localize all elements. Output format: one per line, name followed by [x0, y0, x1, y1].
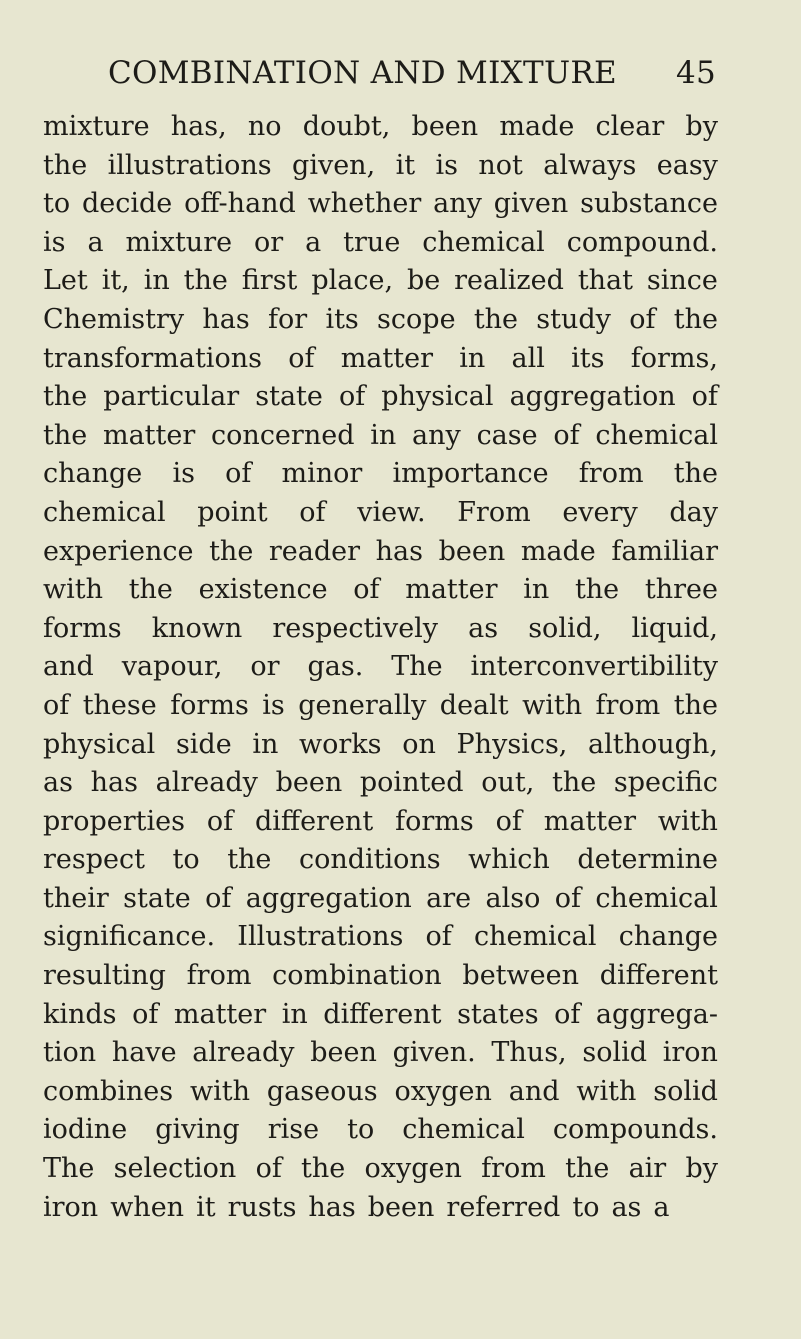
text-word: a [87, 226, 104, 258]
text-word: gaseous [266, 1075, 378, 1107]
text-word: Illustrations [237, 921, 404, 953]
text-word: of [132, 998, 159, 1030]
text-word: from [578, 458, 644, 490]
text-word: to [572, 1191, 600, 1223]
text-word: of [225, 458, 252, 490]
text-word: although, [588, 728, 718, 760]
text-word: air [628, 1153, 667, 1185]
text-word: been [411, 111, 479, 142]
text-word: in [252, 728, 279, 760]
text-word: from [481, 1153, 546, 1185]
text-word: matter [102, 419, 196, 451]
text-line [43, 1073, 718, 1112]
text-word: change [43, 458, 143, 490]
text-word: made [520, 535, 596, 567]
text-word: been [275, 767, 343, 799]
text-word: selection [113, 1153, 237, 1185]
text-word: gas. [307, 651, 364, 683]
text-word: combination [272, 960, 442, 992]
text-word: with [522, 689, 583, 721]
text-word: in [370, 419, 397, 451]
text-word: decide [81, 188, 173, 220]
text-word: solid, [528, 612, 602, 644]
text-word: significance. [43, 921, 216, 953]
text-word: familiar [611, 535, 718, 567]
text-word: day [669, 496, 718, 528]
text-word: all [511, 342, 545, 374]
text-word: Physics, [456, 728, 568, 760]
text-word: interconvertibility [470, 651, 718, 683]
text-word: no [247, 111, 282, 142]
text-word: of [425, 921, 452, 953]
text-word: solid [653, 1075, 718, 1107]
text-word: in [523, 574, 550, 606]
text-word: with [657, 805, 718, 837]
text-word: have [111, 1037, 177, 1069]
text-word: it [395, 149, 416, 181]
text-word: chemical [422, 226, 545, 258]
text-word: as [468, 612, 499, 644]
text-word: iodine [43, 1114, 128, 1146]
text-word: tion [43, 1037, 97, 1069]
text-word: their [43, 882, 109, 914]
text-word: works [299, 728, 382, 760]
text-word: doubt, [302, 111, 391, 142]
text-word: the [673, 689, 718, 721]
text-word: of [554, 882, 581, 914]
page-number: 45 [675, 55, 716, 91]
text-word: pointed [359, 767, 464, 799]
text-line [43, 880, 718, 919]
text-word: conditions [298, 844, 441, 876]
text-word: made [499, 111, 575, 142]
text-word: generally [298, 689, 427, 721]
text-line [43, 957, 718, 996]
text-line [43, 918, 718, 957]
text-word: mixture [43, 111, 150, 142]
text-line [43, 417, 718, 456]
text-word: illustrations [107, 149, 272, 181]
text-word: resulting [43, 960, 166, 992]
text-line [43, 147, 718, 186]
text-line [43, 996, 718, 1035]
text-word: to [43, 188, 71, 220]
text-word: out, [481, 767, 535, 799]
text-line [43, 1150, 718, 1189]
text-word: since [646, 265, 718, 297]
text-word: is [43, 226, 66, 258]
text-word: the [473, 303, 519, 335]
text-word: case [476, 419, 538, 451]
text-word: the [227, 844, 272, 876]
text-word: is [172, 458, 195, 490]
text-word: aggregation [245, 882, 412, 914]
text-word: the [43, 149, 88, 181]
text-word: been [310, 1037, 377, 1069]
text-word: chemical [473, 921, 597, 953]
text-word: of [288, 342, 315, 374]
text-word: particular [103, 381, 240, 413]
text-word: its [325, 303, 359, 335]
text-line [43, 726, 718, 765]
text-word: respectively [272, 612, 439, 644]
text-word: the [43, 419, 88, 451]
text-word: are [426, 882, 472, 914]
text-word: of [553, 419, 580, 451]
text-word: properties [43, 805, 185, 837]
text-line [43, 494, 718, 533]
text-word: is [435, 149, 458, 181]
text-word: or [250, 651, 280, 683]
chapter-title: COMBINATION AND MIXTURE [108, 55, 617, 91]
text-line [43, 185, 718, 224]
text-word: The [391, 651, 443, 683]
text-line [43, 803, 718, 842]
text-word: the [574, 574, 620, 606]
running-head [108, 52, 716, 94]
text-word: point [197, 496, 268, 528]
text-line [43, 610, 718, 649]
text-word: it [196, 1191, 216, 1223]
text-word: iron [662, 1037, 718, 1069]
text-word: Thus, [491, 1037, 567, 1069]
text-word: concerned [211, 419, 355, 451]
text-word: it, [101, 265, 130, 297]
text-word: matter [405, 574, 498, 606]
text-word: chemical [402, 1114, 525, 1146]
text-word: combines [43, 1075, 174, 1107]
text-word: different [254, 805, 374, 837]
text-word: when [110, 1191, 185, 1223]
text-word: that [577, 265, 633, 297]
text-word: by [685, 1153, 718, 1185]
text-word: From [457, 496, 531, 528]
text-word: between [462, 960, 579, 992]
text-word: or [254, 226, 284, 258]
text-word: forms [43, 612, 122, 644]
text-word: and [43, 651, 94, 683]
text-line [43, 340, 718, 379]
text-word: determine [577, 844, 718, 876]
text-word: with [43, 574, 103, 606]
text-line [43, 764, 718, 803]
text-line [43, 455, 718, 494]
text-word: to [172, 844, 200, 876]
text-word: state [123, 882, 191, 914]
text-word: of [629, 303, 656, 335]
text-word: different [599, 960, 718, 992]
text-word: in [281, 998, 308, 1030]
text-word: iron [43, 1191, 99, 1223]
text-word: the [673, 458, 718, 490]
text-word: in [459, 342, 486, 374]
text-word: given [493, 188, 569, 220]
text-word: with [190, 1075, 250, 1107]
text-word: on [402, 728, 436, 760]
text-word: of [691, 381, 718, 413]
text-word: true [343, 226, 401, 258]
text-word: for [268, 303, 308, 335]
text-line [43, 262, 718, 301]
text-word: of [353, 574, 380, 606]
text-word: chemical [43, 496, 166, 528]
text-word: oxygen [364, 1153, 462, 1185]
text-word: always [543, 149, 637, 181]
text-word: Let [43, 265, 88, 297]
text-word: rise [267, 1114, 320, 1146]
text-word: been [367, 1191, 435, 1223]
text-word: been [438, 535, 506, 567]
text-word: as [43, 767, 73, 799]
text-word: minor [281, 458, 363, 490]
text-word: with [576, 1075, 637, 1107]
text-word: study [536, 303, 611, 335]
text-word: kinds [43, 998, 117, 1030]
text-line [43, 108, 718, 147]
text-word: chemical [595, 419, 718, 451]
text-line [43, 687, 718, 726]
text-word: aggregation [509, 381, 676, 413]
text-word: physical [43, 728, 156, 760]
text-word: physical [381, 381, 494, 413]
text-word: already [192, 1037, 295, 1069]
text-word: The [43, 1153, 95, 1185]
text-word: rusts [227, 1191, 297, 1223]
text-word: vapour, [121, 651, 223, 683]
text-word: not [478, 149, 523, 181]
text-word: has [375, 535, 423, 567]
text-word: side [175, 728, 232, 760]
text-line [43, 1111, 718, 1150]
text-word: mixture [125, 226, 233, 258]
text-word: the [43, 381, 88, 413]
text-word: importance [392, 458, 549, 490]
text-word: liquid, [631, 612, 718, 644]
text-word: states [457, 998, 539, 1030]
text-line [43, 648, 718, 687]
text-word: a [305, 226, 322, 258]
text-word: be [406, 265, 441, 297]
text-word: is [262, 689, 285, 721]
text-word: from [595, 689, 661, 721]
text-word: of [255, 1153, 282, 1185]
text-word: already [155, 767, 258, 799]
text-word: also [485, 882, 541, 914]
text-word: any [433, 188, 482, 220]
text-word: respect [43, 844, 145, 876]
text-word: place, [311, 265, 394, 297]
text-word: the [183, 265, 228, 297]
text-word: of [554, 998, 581, 1030]
text-word: transformations [43, 342, 262, 374]
text-word: chemical [595, 882, 718, 914]
text-word: of [299, 496, 326, 528]
text-word: of [206, 805, 234, 837]
text-word: the [209, 535, 254, 567]
text-word: in [143, 265, 170, 297]
text-word: matter [173, 998, 267, 1030]
text-word: solid [582, 1037, 648, 1069]
text-word: substance [580, 188, 718, 220]
text-word: given. [392, 1037, 476, 1069]
text-word: whether [307, 188, 422, 220]
body-text [43, 108, 718, 1227]
text-line [43, 224, 718, 263]
text-word: of [495, 805, 522, 837]
text-word: state [255, 381, 323, 413]
text-word: the [673, 303, 718, 335]
text-word: the [552, 767, 597, 799]
text-word: the [128, 574, 173, 606]
text-word: clear [595, 111, 665, 142]
text-word: every [562, 496, 638, 528]
text-word: its [571, 342, 605, 374]
text-word: view. [357, 496, 426, 528]
text-word: to [347, 1114, 375, 1146]
text-word: compounds. [552, 1114, 718, 1146]
text-word: of [338, 381, 366, 413]
text-word: referred [446, 1191, 561, 1223]
text-word: existence [198, 574, 328, 606]
text-word: of [43, 689, 70, 721]
text-word: reader [268, 535, 361, 567]
text-line [43, 378, 718, 417]
text-word: and [508, 1075, 560, 1107]
text-word: of [205, 882, 232, 914]
text-word: specific [613, 767, 718, 799]
text-word: Chemistry [43, 303, 185, 335]
text-word: the [301, 1153, 346, 1185]
text-word: has, [170, 111, 227, 142]
text-word: given, [292, 149, 376, 181]
text-word: as [611, 1191, 642, 1223]
text-word: giving [155, 1114, 240, 1146]
text-word: oxygen [394, 1075, 492, 1107]
text-line [43, 301, 718, 340]
text-word: which [468, 844, 550, 876]
text-word: easy [656, 149, 718, 181]
text-line [43, 841, 718, 880]
text-word: aggrega- [595, 998, 718, 1030]
text-word: the [565, 1153, 610, 1185]
text-word: change [618, 921, 718, 953]
text-line [43, 571, 718, 610]
text-word: has [202, 303, 250, 335]
text-word: known [151, 612, 243, 644]
text-line [43, 1034, 718, 1073]
text-word: these [82, 689, 157, 721]
text-word: off-hand [184, 188, 296, 220]
text-word: different [323, 998, 442, 1030]
text-word: first [241, 265, 298, 297]
text-word: realized [454, 265, 564, 297]
text-word: a [653, 1191, 670, 1223]
text-word: matter [543, 805, 637, 837]
text-line [43, 1189, 718, 1228]
text-word: from [186, 960, 252, 992]
text-word: any [412, 419, 461, 451]
text-word: forms, [630, 342, 718, 374]
text-word: forms [170, 689, 249, 721]
text-word: compound. [566, 226, 718, 258]
text-word: has [90, 767, 138, 799]
text-word: dealt [439, 689, 509, 721]
text-line [43, 533, 718, 572]
text-word: by [685, 111, 718, 142]
text-word: matter [340, 342, 433, 374]
text-word: experience [43, 535, 194, 567]
text-word: has [308, 1191, 356, 1223]
text-word: scope [377, 303, 456, 335]
text-word: forms [395, 805, 474, 837]
text-word: three [644, 574, 718, 606]
